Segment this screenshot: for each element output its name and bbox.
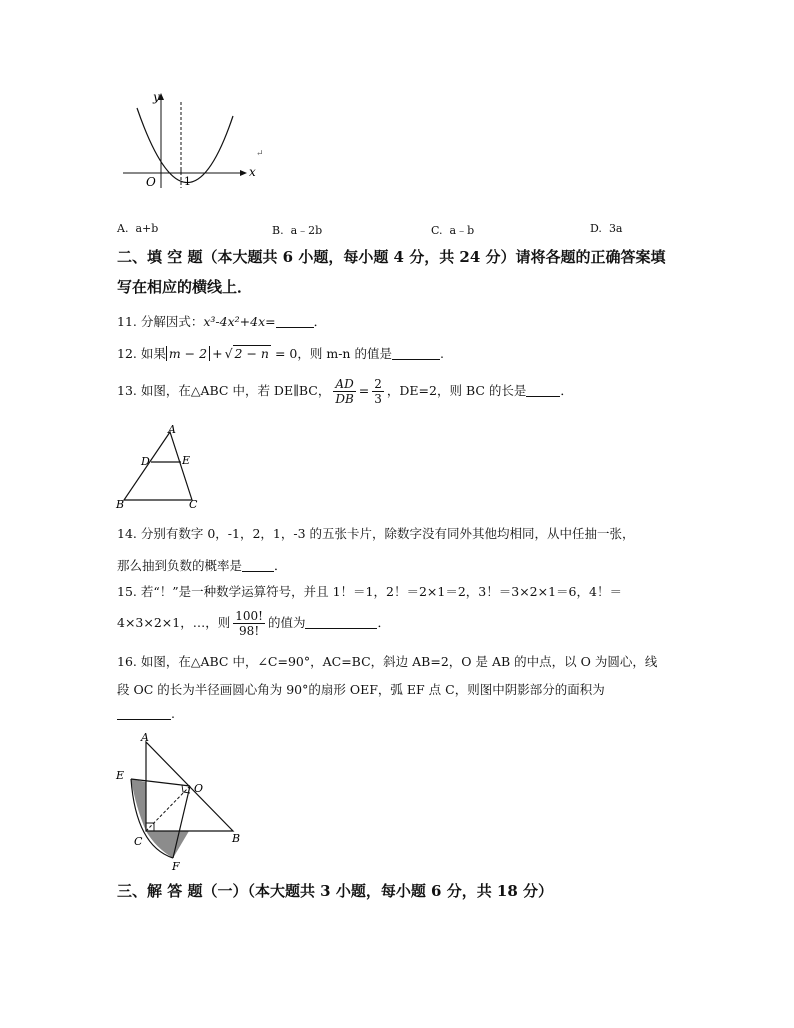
label-d: D [141, 455, 150, 468]
q13-suffix: ，DE=2，则 BC 的长是 [386, 383, 527, 398]
question-14-line1: 14. 分别有数字 0，-1，2，1，-3 的五张卡片，除数字没有同外其他均相同，从中任抽一张， [117, 526, 635, 541]
question-15-line2 [117, 610, 390, 637]
section3-heading: 三、解 答 题（一）（本大题共 3 小题，每小题 6 分，共 18 分） [117, 882, 554, 900]
label-b: B [116, 498, 125, 510]
q15-answer-blank[interactable] [305, 615, 377, 629]
option-text: 3a [608, 222, 623, 235]
q12-absolute-value: m − 2 [166, 346, 210, 361]
option-c[interactable] [431, 222, 474, 238]
q12-sqrt-sign: √ [224, 346, 233, 361]
sector-figure [112, 726, 262, 874]
q11-prefix: 11. 分解因式： [117, 314, 204, 329]
q11-expression: x³-4x²+4x= [203, 314, 276, 329]
question-13 [117, 378, 573, 405]
question-16-line3 [117, 706, 175, 721]
x-axis-arrow [240, 170, 247, 176]
question-16-line2: 段 OC 的长为半径画圆心角为 90°的扇形 OEF，弧 EF 点 C，则图中阴影部分的面积为 [117, 682, 605, 697]
q13-fraction-ad-db [333, 378, 355, 405]
question-11 [117, 312, 326, 330]
option-letter: A. [117, 222, 129, 235]
q12-answer-blank[interactable] [392, 346, 440, 360]
label-a: A [168, 423, 176, 436]
q13-prefix: 13. 如图，在△ABC 中，若 DE∥BC， [117, 383, 331, 398]
q15-numerator: 100! [235, 609, 263, 623]
q13-frac1-denominator: DB [335, 392, 354, 406]
q15-fraction [233, 610, 265, 637]
option-b[interactable] [272, 222, 322, 238]
label-c: C [189, 498, 198, 510]
q13-fraction-2-3 [372, 378, 384, 405]
label-e: E [182, 454, 191, 467]
q13-frac2-numerator: 2 [374, 377, 382, 391]
q12-prefix: 12. 如果 [117, 346, 166, 361]
q14-prefix: 那么抽到负数的概率是 [117, 558, 243, 573]
q12-sqrt-expression: 2 − n [234, 346, 269, 361]
question-16-line1: 16. 如图，在△ABC 中，∠C=90°，AC=BC，斜边 AB=2，O 是 AB 的中点，以 O 为圆心，线 [117, 654, 658, 669]
q14-end: ． [274, 558, 287, 573]
q12-plus: + [212, 346, 223, 361]
option-a[interactable] [117, 222, 158, 235]
q15-denominator: 98! [239, 624, 260, 638]
q14-answer-blank[interactable] [242, 558, 274, 572]
option-letter: C. [431, 224, 443, 237]
q16-end: . [171, 706, 175, 721]
q13-answer-blank[interactable] [526, 383, 560, 397]
origin-label: O [146, 175, 156, 189]
q13-equals: = [358, 383, 370, 398]
label-a: A [141, 731, 149, 744]
option-text: a﹣b [449, 224, 475, 237]
option-letter: B. [272, 224, 284, 237]
section2-heading-line2: 写在相应的横线上． [117, 278, 253, 296]
option-text: a+b [135, 222, 159, 235]
tick-label: 1 [184, 175, 191, 188]
label-e: E [116, 769, 125, 782]
radius-of [173, 786, 190, 858]
q12-equals: = 0 [274, 346, 298, 361]
return-mark: ↵ [256, 149, 264, 159]
q15-suffix: 的值为 [267, 615, 306, 630]
q11-suffix: ． [313, 314, 327, 329]
q13-end: ． [560, 383, 573, 398]
label-f: F [172, 860, 180, 873]
label-o: O [194, 782, 204, 795]
shaded-region-left [131, 779, 146, 831]
q12-end: . [439, 346, 444, 361]
option-text: a﹣2b [290, 224, 323, 237]
x-axis-label: x [249, 165, 256, 179]
label-b: B [232, 832, 241, 845]
q13-frac1-numerator: AD [335, 377, 354, 391]
section2-heading-line1: 二、填 空 题（本大题共 6 小题，每小题 4 分，共 24 分）请将各题的正确答案填 [117, 248, 666, 266]
triangle-abc-figure [112, 422, 212, 510]
option-letter: D. [590, 222, 602, 235]
y-axis-label: y [153, 90, 160, 104]
question-12 [117, 344, 444, 362]
q16-answer-blank[interactable] [117, 706, 171, 720]
q13-frac2-denominator: 3 [374, 392, 382, 406]
question-15-line1: 15. 若“！”是一种数学运算符号，并且 1！＝1，2！＝2×1＝2，3！＝3×2×1＝6，4！＝ [117, 584, 622, 599]
q15-prefix: 4×3×2×1，…，则 [117, 615, 231, 630]
q11-answer-blank[interactable] [276, 314, 314, 328]
parabola-graph [115, 88, 275, 193]
q12-suffix: ，则 m-n 的值是 [297, 346, 392, 361]
label-c: C [134, 835, 143, 848]
parabola-curve [137, 108, 233, 183]
q15-end: ． [377, 615, 390, 630]
option-d[interactable] [590, 222, 623, 235]
segment-oc [146, 786, 190, 831]
question-14-line2 [117, 556, 287, 574]
